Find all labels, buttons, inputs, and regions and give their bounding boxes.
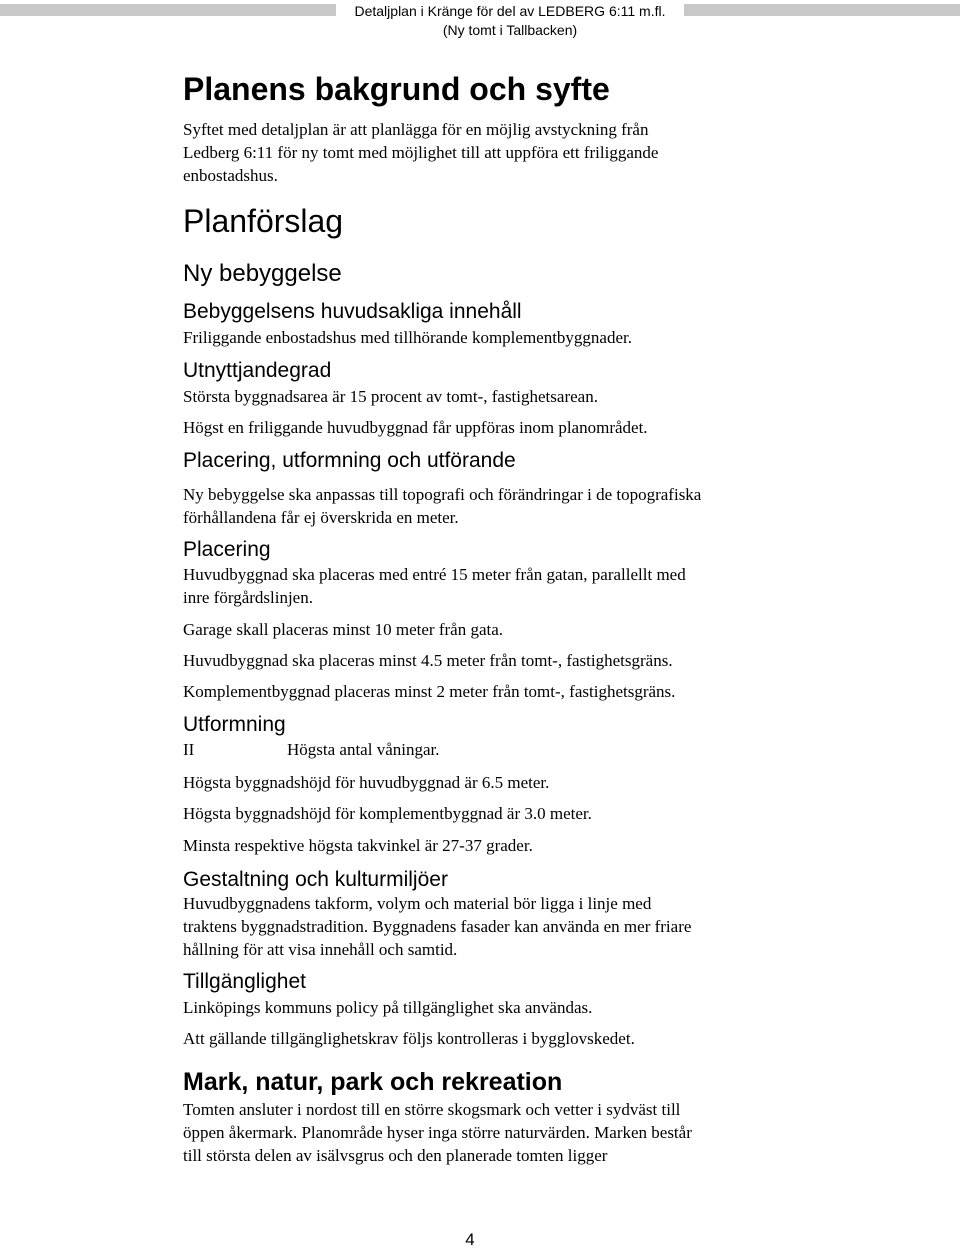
gestaltning-line-1: Huvudbyggnadens takform, volym och material bör ligga i linje med [183, 894, 652, 913]
placering-p4: Komplementbyggnad placeras minst 2 meter från tomt-, fastighetsgräns. [183, 682, 676, 701]
mark-line-2: öppen åkermark. Planområde hyser inga större naturvärden. Marken består [183, 1123, 692, 1142]
section-title-planforslag: Planförslag [183, 203, 344, 239]
section-title-mark: Mark, natur, park och rekreation [183, 1068, 563, 1096]
heading-tillganglighet: Tillgänglighet [183, 970, 306, 993]
placering-p2: Garage skall placeras minst 10 meter från gata. [183, 620, 504, 639]
innehall-text: Friliggande enbostadshus med tillhörande komplementbyggnader. [183, 328, 632, 347]
utformning-code-row [183, 738, 903, 761]
bakgrund-line-3: enbostadshus. [183, 166, 278, 185]
running-header [340, 2, 680, 40]
tillganglighet-p2: Att gällande tillgänglighetskrav följs kontrolleras i bygglovskedet. [183, 1029, 635, 1048]
page-number: 4 [465, 1230, 475, 1249]
section-title-bakgrund: Planens bakgrund och syfte [183, 71, 610, 107]
placering-line-1: Huvudbyggnad ska placeras med entré 15 meter från gatan, parallellt med [183, 565, 686, 584]
utnyttjandegrad-p2: Högst en friliggande huvudbyggnad får uppföras inom planområdet. [183, 418, 648, 437]
utformning-code-text: Högsta antal våningar. [287, 740, 440, 759]
utnyttjandegrad-p1: Största byggnadsarea är 15 procent av tomt-, fastighetsarean. [183, 387, 598, 406]
header-bar-right [684, 4, 960, 16]
heading-gestaltning: Gestaltning och kulturmiljöer [183, 868, 448, 891]
mark-line-3: till största delen av isälvsgrus och den planerade tomten ligger [183, 1146, 608, 1165]
utformning-p2: Högsta byggnadshöjd för komplementbyggnad är 3.0 meter. [183, 804, 592, 823]
utformning-code: II [183, 740, 195, 759]
mark-line-1: Tomten ansluter i nordost till en större skogsmark och vetter i sydväst till [183, 1100, 681, 1119]
heading-utnyttjandegrad: Utnyttjandegrad [183, 359, 332, 382]
heading-placering-utformning: Placering, utformning och utförande [183, 449, 516, 472]
heading-placering: Placering [183, 538, 271, 561]
tillganglighet-p1: Linköpings kommuns policy på tillgänglighet ska användas. [183, 998, 593, 1017]
placering-p3: Huvudbyggnad ska placeras minst 4.5 meter från tomt-, fastighetsgräns. [183, 651, 673, 670]
gestaltning-line-2: traktens byggnadstradition. Byggnadens fasader kan använda en mer friare [183, 917, 692, 936]
header-line-1: Detaljplan i Kränge för del av LEDBERG 6:11 m.fl. [354, 3, 666, 19]
placering-utf-line-1: Ny bebyggelse ska anpassas till topografi och förändringar i de topografiska [183, 485, 702, 504]
bakgrund-line-2: Ledberg 6:11 för ny tomt med möjlighet till att uppföra ett friliggande [183, 143, 659, 162]
header-line-2: (Ny tomt i Tallbacken) [442, 22, 578, 38]
heading-innehall: Bebyggelsens huvudsakliga innehåll [183, 300, 522, 323]
gestaltning-line-3: hållning för att visa innehåll och samtid. [183, 940, 458, 959]
bakgrund-line-1: Syftet med detaljplan är att planlägga för en möjlig avstyckning från [183, 120, 649, 139]
utformning-p1: Högsta byggnadshöjd för huvudbyggnad är 6.5 meter. [183, 773, 550, 792]
placering-utf-line-2: förhållandena får ej överskrida en meter. [183, 508, 459, 527]
utformning-p3: Minsta respektive högsta takvinkel är 27-37 grader. [183, 836, 533, 855]
placering-line-2: inre förgårdslinjen. [183, 588, 313, 607]
header-bar-left [0, 4, 336, 16]
heading-utformning: Utformning [183, 713, 286, 736]
heading-ny-bebyggelse: Ny bebyggelse [183, 260, 342, 287]
